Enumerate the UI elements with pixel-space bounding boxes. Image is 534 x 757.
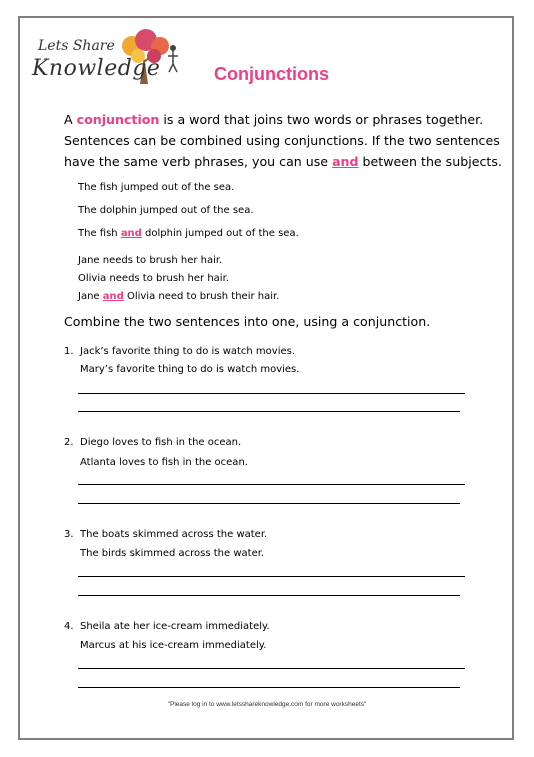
logo-text-knowledge: Knowledge [32, 56, 161, 81]
question-sentence: Jack’s favorite thing to do is watch movies. [80, 346, 296, 357]
keyword-and: and [120, 228, 142, 239]
answer-line[interactable] [78, 687, 460, 688]
question-sentence: The boats skimmed across the water. [80, 529, 268, 540]
intro-line-1 [64, 109, 504, 130]
question-sentence: The birds skimmed across the water. [80, 548, 265, 559]
example-sentence: Jane needs to brush her hair. [78, 255, 223, 266]
example-combined-sentence [78, 228, 299, 239]
footer-note: "Please log in to www.letsshareknowledge.com for more worksheets" [167, 701, 367, 708]
answer-line[interactable] [78, 503, 460, 504]
question-number: 1. [64, 346, 74, 357]
intro-line-2: Sentences can be combined using conjunctions. If the two sentences [64, 133, 500, 148]
question-sentence: Sheila ate her ice-cream immediately. [80, 621, 270, 632]
answer-line[interactable] [78, 668, 465, 669]
question-sentence: Diego loves to fish in the ocean. [80, 437, 242, 448]
example-text: Olivia need to brush their hair. [123, 291, 280, 302]
example-text: Jane [78, 291, 103, 302]
keyword-and: and [102, 291, 124, 302]
intro-text: A [64, 112, 77, 127]
example-sentence: Olivia needs to brush her hair. [78, 273, 229, 284]
intro-text: have the same verb phrases, you can use [64, 154, 333, 169]
answer-line[interactable] [78, 393, 465, 394]
site-logo [28, 26, 188, 84]
question-number: 3. [64, 529, 74, 540]
answer-line[interactable] [78, 411, 460, 412]
example-sentence: The fish jumped out of the sea. [78, 182, 235, 193]
intro-paragraph [64, 109, 504, 172]
question-number: 2. [64, 437, 74, 448]
answer-line[interactable] [78, 576, 465, 577]
example-text: dolphin jumped out of the sea. [141, 228, 299, 239]
example-sentence: The dolphin jumped out of the sea. [78, 205, 254, 216]
question-sentence: Atlanta loves to fish in the ocean. [80, 457, 248, 468]
intro-line-3 [64, 151, 504, 172]
example-combined-sentence [78, 291, 279, 302]
question-sentence: Mary’s favorite thing to do is watch movies. [80, 364, 300, 375]
logo-text-lets-share: Lets Share [38, 38, 115, 54]
intro-text: is a word that joins two words or phrases together. [159, 112, 484, 127]
question-sentence: Marcus at his ice-cream immediately. [80, 640, 267, 651]
intro-text: between the subjects. [358, 154, 502, 169]
example-text: The fish [78, 228, 121, 239]
question-number: 4. [64, 621, 74, 632]
keyword-and: and [332, 154, 359, 169]
answer-line[interactable] [78, 484, 465, 485]
page-title: Conjunctions [214, 64, 329, 84]
keyword-conjunction: conjunction [76, 112, 160, 127]
answer-line[interactable] [78, 595, 460, 596]
instruction-text: Combine the two sentences into one, using a conjunction. [64, 314, 431, 329]
